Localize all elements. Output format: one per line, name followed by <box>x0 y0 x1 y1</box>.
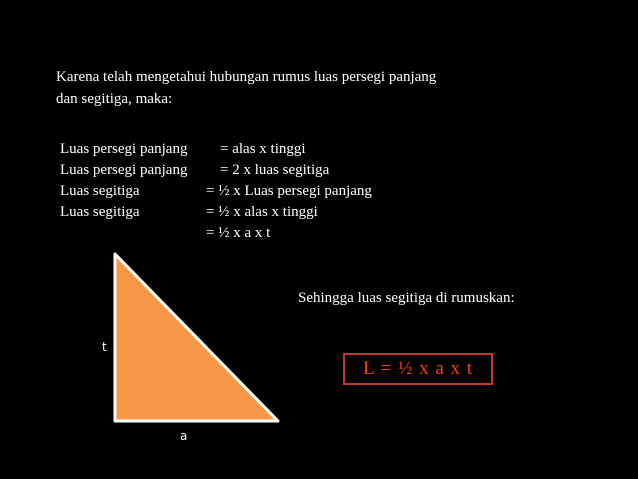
conclusion-text: Sehingga luas segitiga di rumuskan: <box>298 290 515 306</box>
formula-rhs: = ½ x Luas persegi panjang <box>206 183 372 199</box>
formula-lhs: Luas persegi panjang <box>60 141 188 157</box>
intro-line-2: dan segitiga, maka: <box>56 91 173 107</box>
formula-lhs: Luas segitiga <box>60 204 140 220</box>
base-label: a <box>180 429 188 443</box>
formula-rhs: = 2 x luas segitiga <box>220 162 330 178</box>
height-label: t <box>102 340 107 354</box>
intro-line-1: Karena telah mengetahui hubungan rumus luas persegi panjang <box>56 69 437 85</box>
right-triangle-diagram <box>100 250 290 430</box>
formula-rhs: = ½ x alas x tinggi <box>206 204 318 220</box>
right-triangle-shape <box>115 254 278 421</box>
intro-text <box>56 66 556 110</box>
result-formula-box <box>343 353 493 385</box>
result-formula: L = ½ x a x t <box>362 358 474 379</box>
formula-lhs: Luas segitiga <box>60 183 140 199</box>
formula-rhs: = alas x tinggi <box>220 141 306 157</box>
formula-lhs: Luas persegi panjang <box>60 162 188 178</box>
formula-rhs: = ½ x a x t <box>206 225 271 241</box>
